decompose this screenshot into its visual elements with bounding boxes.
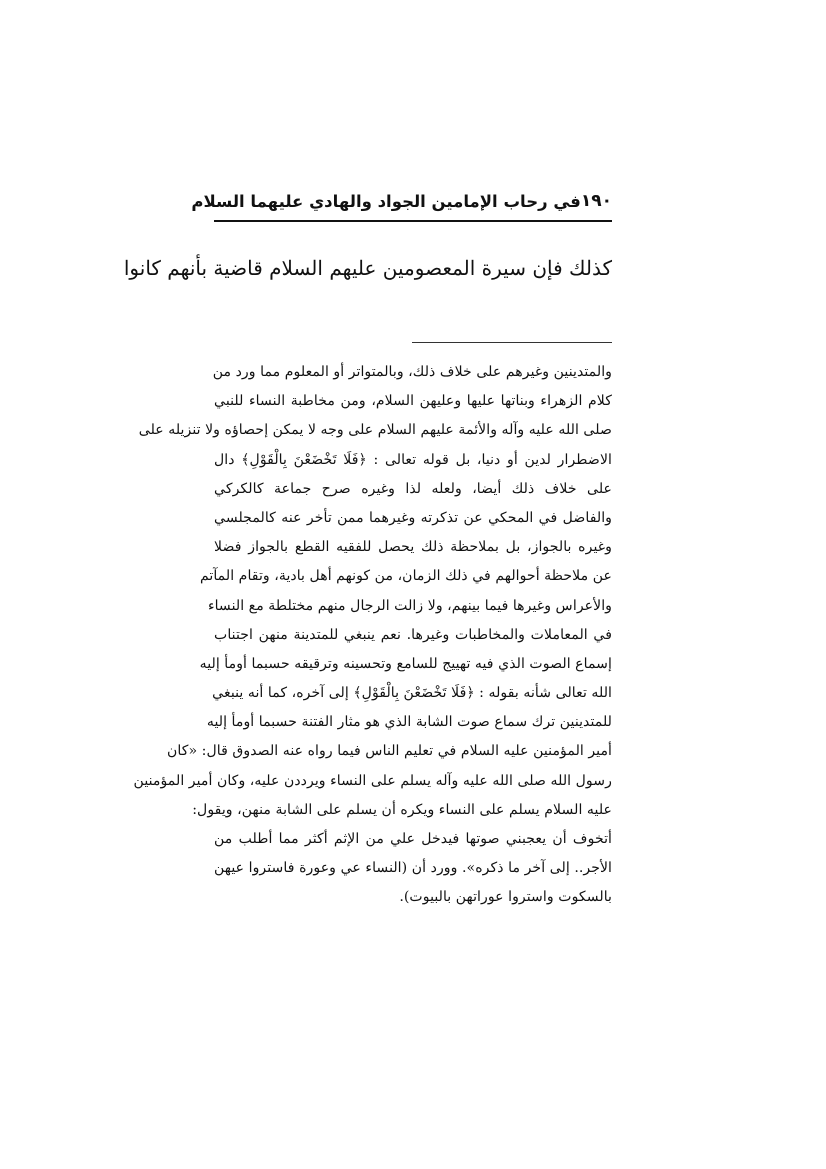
footnote-line: في المعاملات والمخاطبات وغيرها. نعم ينبغي للمتدينة منهن اجتناب xyxy=(214,626,612,643)
main-text-line: كذلك فإن سيرة المعصومين عليهم السلام قاضية بأنهم كانوا xyxy=(123,256,612,280)
footnote-line: الأجر.. إلى آخر ما ذكره». وورد أن (النساء عي وعورة فاستروا عيهن xyxy=(214,860,612,877)
footnote-line: أمير المؤمنين عليه السلام في تعليم الناس فيما رواه عنه الصدوق قال: «كان xyxy=(166,743,612,760)
footnote-line: عليه السلام يسلم على النساء ويكره أن يسلم على الشابة منهن، ويقول: xyxy=(192,801,612,818)
header-title: في رحاب الإمامين الجواد والهادي عليهما السلام xyxy=(191,191,581,211)
running-header xyxy=(191,186,612,216)
footnote-line: وغيره بالجواز، بل بملاحظة ذلك يحصل للفقيه القطع بالجواز فضلا xyxy=(214,539,612,556)
footnote-line: رسول الله صلى الله عليه وآله يسلم على النساء ويرددن عليه، وكان أمير المؤمنين xyxy=(133,772,612,789)
footnote-line: صلى الله عليه وآله والأئمة عليهم السلام على وجه لا يمكن إحصاؤه ولا تنزيله على xyxy=(138,422,612,439)
footnote-block xyxy=(133,358,612,913)
footnote-line: كلام الزهراء وبناتها عليها وعليهن السلام، ومن مخاطبة النساء للنبي xyxy=(214,393,612,410)
footnote-line: بالسكوت واستروا عوراتهن بالبيوت). xyxy=(399,889,612,906)
footnote-line: عن ملاحظة أحوالهم في ذلك الزمان، من كونهم أهل بادية، وتقام المآتم xyxy=(199,568,612,585)
footnote-line: والفاضل في المحكي عن تذكرته وغيرهما ممن تأخر عنه كالمجلسي xyxy=(214,509,612,526)
footnote-line: على خلاف ذلك أيضا، ولعله لذا وغيره صرح جماعة كالكركي xyxy=(214,480,612,497)
footnote-line: والمتدينين وغيرهم على خلاف ذلك، وبالمتواتر أو المعلوم مما ورد من xyxy=(212,364,612,380)
page-number: ١٩٠ xyxy=(580,191,612,211)
footnote-line: إسماع الصوت الذي فيه تهييج للسامع وتحسينه وترقيقه حسبما أومأ إليه xyxy=(199,655,612,672)
footnote-line: الله تعالى شأنه بقوله : ﴿فَلَا تَخْضَعْنَ بِالْقَوْلِ﴾ إلى آخره، كما أنه ينبغي xyxy=(212,685,612,702)
footnote-line: أتخوف أن يعجبني صوتها فيدخل علي من الإثم أكثر مما أطلب من xyxy=(214,831,612,847)
footnote-divider xyxy=(412,342,612,343)
footnote-line: الاضطرار لدين أو دنيا، بل قوله تعالى : ﴿فَلَا تَخْضَعْنَ بِالْقَوْلِ﴾ دال xyxy=(214,451,612,468)
header-divider xyxy=(214,220,612,222)
footnote-line: والأعراس وغيرها فيما بينهم، ولا زالت الرجال منهم مختلطة مع النساء xyxy=(207,597,612,614)
footnote-line: للمتدينين ترك سماع صوت الشابة الذي هو مثار الفتنة حسبما أومأ إليه xyxy=(206,714,612,731)
